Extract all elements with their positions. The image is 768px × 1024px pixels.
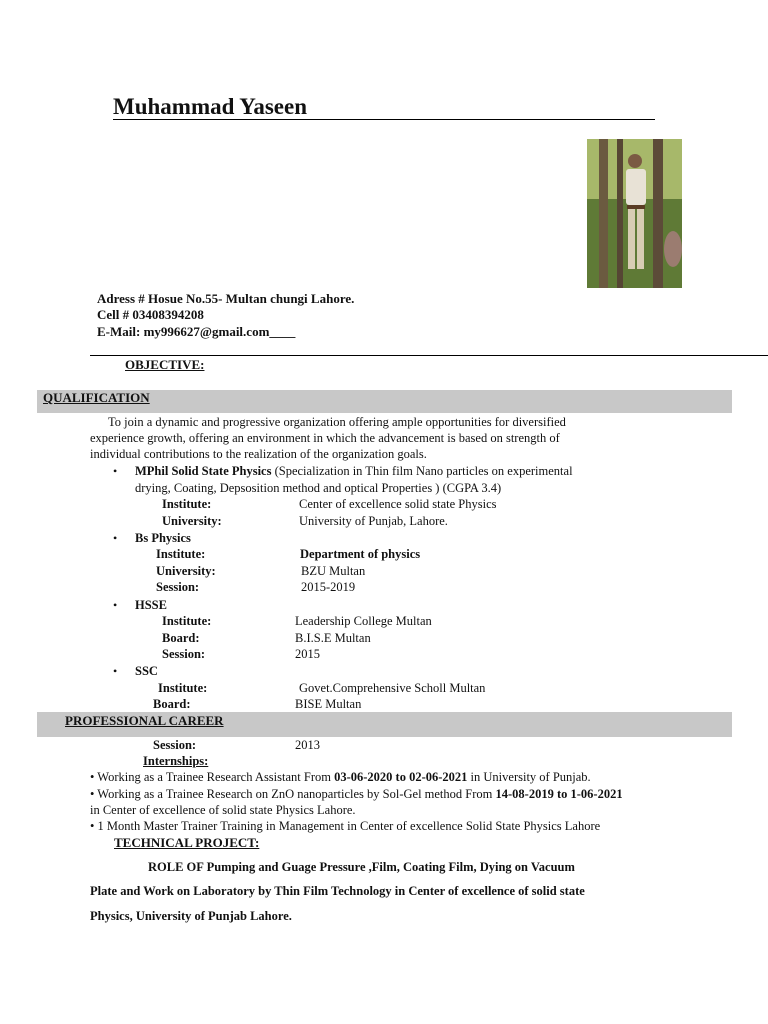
ssc-board-label: Board:: [153, 697, 191, 711]
cell-number: Cell # 03408394208: [97, 307, 204, 322]
bullet-bs: •: [113, 531, 118, 545]
bullet-ssc: •: [113, 664, 118, 678]
bullet-mphil: •: [113, 464, 118, 478]
ssc-board: BISE Multan: [295, 697, 362, 711]
hsse-board-label: Board:: [162, 631, 200, 645]
mphil-detail: (Specialization in Thin film Nano particles on experimental: [271, 464, 573, 478]
ssc-session: 2013: [295, 738, 320, 752]
internships-heading: Internships:: [143, 754, 209, 768]
objective-line-3: individual contributions to the realization of the organization goals.: [90, 447, 427, 461]
bullet-hsse: •: [113, 598, 118, 612]
objective-heading: OBJECTIVE:: [125, 357, 205, 372]
mphil-entry: [135, 464, 573, 479]
technical-heading: TECHNICAL PROJECT:: [114, 835, 260, 850]
mphil-institute: Center of excellence solid state Physics: [299, 497, 497, 511]
bs-institute: Department of physics: [300, 547, 421, 561]
internship-2-text: • Working as a Trainee Research on ZnO nanoparticles by Sol-Gel method From: [90, 787, 496, 801]
bs-title: Bs Physics: [135, 531, 191, 545]
name-underline: [113, 119, 655, 120]
profile-photo: [587, 139, 682, 288]
internship-2-dates: 14-08-2019 to 1-06-2021: [495, 787, 623, 801]
email: E-Mail: my996627@gmail.com____: [97, 324, 296, 339]
objective-line-1: To join a dynamic and progressive organization offering ample opportunities for diversified: [108, 415, 566, 429]
mphil-institute-label: Institute:: [162, 497, 212, 511]
technical-line-2: Plate and Work on Laboratory by Thin Film Technology in Center of excellence of solid state: [90, 884, 585, 898]
hsse-institute: Leadership College Multan: [295, 614, 432, 628]
candidate-name: Muhammad Yaseen: [113, 94, 308, 119]
hsse-board: B.I.S.E Multan: [295, 631, 371, 645]
profile-photo-graphic: [587, 139, 682, 288]
bs-university-label: University:: [156, 564, 216, 578]
bs-session-label: Session:: [156, 580, 200, 594]
internship-item-3: • 1 Month Master Trainer Training in Management in Center of excellence Solid State Physics Lahore: [90, 819, 601, 833]
qualification-band: [37, 390, 732, 413]
professional-heading: PROFESSIONAL CAREER: [65, 713, 224, 728]
ssc-institute: Govet.Comprehensive Scholl Multan: [299, 681, 486, 695]
address: Adress # Hosue No.55- Multan chungi Lahore.: [97, 291, 355, 306]
bs-university: BZU Multan: [301, 564, 366, 578]
internship-item-1: [90, 770, 591, 785]
bs-session: 2015-2019: [301, 580, 356, 594]
mphil-university-label: University:: [162, 514, 222, 528]
hsse-session: 2015: [295, 647, 320, 661]
technical-line-3: Physics, University of Punjab Lahore.: [90, 909, 292, 923]
internship-1-place: in University of Punjab.: [467, 770, 591, 784]
hsse-session-label: Session:: [162, 647, 206, 661]
qualification-heading: QUALIFICATION: [43, 390, 150, 405]
internship-1-text: • Working as a Trainee Research Assistant From: [90, 770, 335, 784]
mphil-title: MPhil Solid State Physics: [135, 464, 272, 478]
bs-institute-label: Institute:: [156, 547, 206, 561]
ssc-institute-label: Institute:: [158, 681, 208, 695]
technical-line-1: ROLE OF Pumping and Guage Pressure ,Film, Coating Film, Dying on Vacuum: [148, 860, 575, 874]
ssc-session-label: Session:: [153, 738, 197, 752]
internship-item-2: [90, 787, 623, 802]
hsse-title: HSSE: [135, 598, 167, 612]
ssc-title: SSC: [135, 664, 158, 678]
mphil-university: University of Punjab, Lahore.: [299, 514, 448, 528]
objective-line-2: experience growth, offering an environment in which the advancement is based on strength of: [90, 431, 560, 445]
internship-1-dates: 03-06-2020 to 02-06-2021: [334, 770, 468, 784]
internship-item-2-cont: in Center of excellence of solid state Physics Lahore.: [90, 803, 356, 817]
divider: [90, 355, 768, 356]
mphil-detail-2: drying, Coating, Depsosition method and optical Properties ) (CGPA 3.4): [135, 481, 502, 495]
hsse-institute-label: Institute:: [162, 614, 212, 628]
professional-band: [37, 712, 732, 737]
